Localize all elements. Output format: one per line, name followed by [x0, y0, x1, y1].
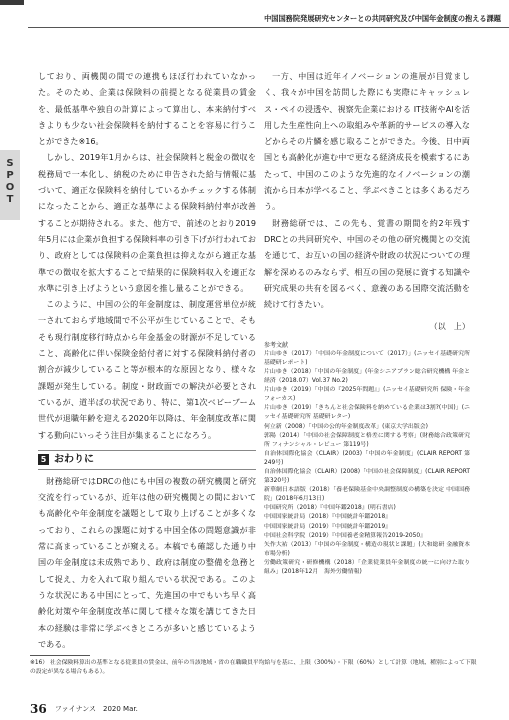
reference-item: 片山ゆき（2017）「中国の年金制度について（2017）」(ニッセイ基礎研究所 基礎研レポート): [264, 350, 470, 366]
reference-item: 労働政策研究・研修機構（2018）「企業従業員年金制度の統一に向けた取り組み」(2018年12月 海外労働情報): [264, 559, 470, 575]
reference-item: 中国社会科学院（2019）『中国養老金精算報告2019-2050』: [264, 532, 426, 539]
section-number: 5: [38, 454, 49, 465]
body-paragraph: しており、両機関の間での連携もほぼ行われていなかった。そのため、企業は保険料の前提となる従業員の賃金を、最低基準や独自の計算によって算出し、本来納付すべきよりも少ない社会保険料を納付することを容易に行うことができた※16。: [38, 71, 256, 147]
reference-item: 自治体国際化協会（CLAIR）(2008)「中国の社会保障制度」(CLAIR REPORT 第320号): [264, 468, 470, 485]
footnote-mark: ※16）: [30, 660, 49, 666]
footnote: [30, 659, 480, 677]
left-column: [38, 68, 256, 652]
body-paragraph: このように、中国の公的年金制度は、制度運営単位が統一されておらず地域間で不公平が生じていることで、そもそも現行制度移行時点から年金基金の財源が不足していること、高齢化に伴い保険金給付者に対する保険料納付者の割合が減少していること等が根本的な原因となり、様々な課題が発生している。制度・財政面での解決が必要とされているが、道半ばの状況であり、特に、第1次ベビーブーム世代が退職年齢を迎える2020年以降は、年金制度改革に関する動向にいっそう注目が集まることになろう。: [38, 299, 256, 440]
magazine-info: ファイナンス 2020 Mar.: [54, 705, 138, 713]
right-column: [264, 68, 470, 577]
section-heading: [38, 450, 256, 470]
header-rule: [28, 27, 509, 28]
reference-item: 中国国家統計局（2018）『中国統計年鑑2018』: [264, 514, 392, 521]
reference-item: 郭陽（2014）「中国の社会保障制度と格差に関する考察」(財務総合政策研究所 フィナンシャル・レビュー 第119号): [264, 432, 470, 448]
references-heading: 参考文献: [264, 341, 289, 349]
side-tab-label: S P O T: [5, 158, 15, 205]
header-mark: [0, 0, 24, 5]
section-title: おわりに: [54, 453, 94, 465]
reference-item: 新華網日本語版（2018）「養老保険基金中央調整制度の構築を決定 中国国務院」(2018年6月13日): [264, 487, 470, 503]
closing-mark: （以 上）: [429, 321, 470, 332]
reference-item: 中国国家統計局（2019）『中国統計年鑑2019』: [264, 523, 392, 530]
side-tab: [0, 150, 20, 220]
page-number: 36: [30, 702, 47, 716]
body-paragraph: 財務総研ではDRCの他にも中国の複数の研究機関と研究交流を行っているが、近年は他の研究機関との間においても高齢化や年金制度を議題として取り上げることが多くなっており、これらの課題に対する中国全体の問題意識が非常に高まっていることが窺える。本稿でも確認した通り中国の年金制度は未成熟であり、政府は制度の整備を急務として捉え、力を入れて取り組んでいる状況である。このような状況にある中国にとって、先進国の中でもいち早く高齢化対策や年金制度改革に関して様々な策を講じてきた日本の経験は非常に学ぶべきところが多いと感じているようである。: [38, 475, 256, 649]
page-footer: [30, 698, 138, 714]
footnote-text: 社会保険料算出の基準となる従業員の賃金は、前年の当該地域・省の在職職員平均給与を基に、上限（300%）・下限（60%）として計算（地域、種別によって下限の設定が異なる場合もある）。: [30, 660, 477, 675]
reference-item: 何立新（2008）「中国の公的年金制度改革」(東京大学出版会): [264, 423, 428, 430]
reference-item: 中国研究所（2018）『中国年鑑2018』(明石書店): [264, 505, 396, 512]
reference-item: 片山ゆき（2019）「きちんと社会保険料を納めている企業は3割?(中国)」(ニッセイ基礎研究所 基礎研レター): [264, 405, 470, 421]
page-header: [0, 0, 509, 22]
footnote-rule: [30, 655, 90, 656]
reference-item: 自治体国際化協会（CLAIR）(2003)「中国の年金制度」(CLAIR REPORT 第249号): [264, 450, 470, 466]
header-title: 中国国務院発展研究センターとの共同研究及び中国年金制度の抱える課題: [264, 14, 501, 23]
references-list: [264, 350, 470, 577]
reference-item: 片山ゆき（2019）「中国の『2025年問題』」(ニッセイ基礎研究所 保険・年金フォーカス): [264, 387, 470, 403]
body-paragraph: 一方、中国は近年イノベーションの進展が目覚ましく、我々が中国を訪問した際にも実際にキャッシュレス・ペイの浸透や、視察先企業における IT技術やAIを活用した生産性向上への取組みや革新的サービスの導入などからその片鱗を感じ取ることができた。今後、日中両国とも高齢化が進む中で更なる経済成長を模索するにあたって、中国のこのような先進的なイノベーションの潮流から日本が学べること、学ぶべきことは多くあるだろう。: [264, 71, 470, 212]
body-paragraph: しかし、2019年1月からは、社会保険料と税金の徴収を税務局で一本化し、納税のために申告された給与情報に基づいて、適正な保険料を納付しているかチェックする体制になったことから、適正な基準による保険料納付率が改善することが期待される。また、他方で、前述のとおり2019年5月には企業が負担する保険料率の引き下げが行われており、政府としては保険料の企業負担は抑えながら適正な基準での徴収を拡大することで結果的に保険料収入を適正な水準に引き上げようという意図を推し量ることができる。: [38, 152, 256, 293]
reference-item: 矢作大祐（2013）「中国の年金制度・構造の現状と課題」(大和総研 金融資本市場分析): [264, 541, 470, 557]
reference-item: 片山ゆき（2018）「中国の年金制度」(年金シニアプラン総合研究機構 年金と経済（2018.07）Vol.37 No.2): [264, 368, 470, 385]
body-paragraph: 財務総研では、この先も、覚書の期間を約2年残すDRCとの共同研究や、中国のその他の研究機関との交流を通じて、お互いの国の経済や財政の状況についての理解を深めるのみならず、相互の国の発展に資する知識や研究成果の共有を図るべく、意義のある国際交流活動を続けて行きたい。: [264, 217, 470, 310]
